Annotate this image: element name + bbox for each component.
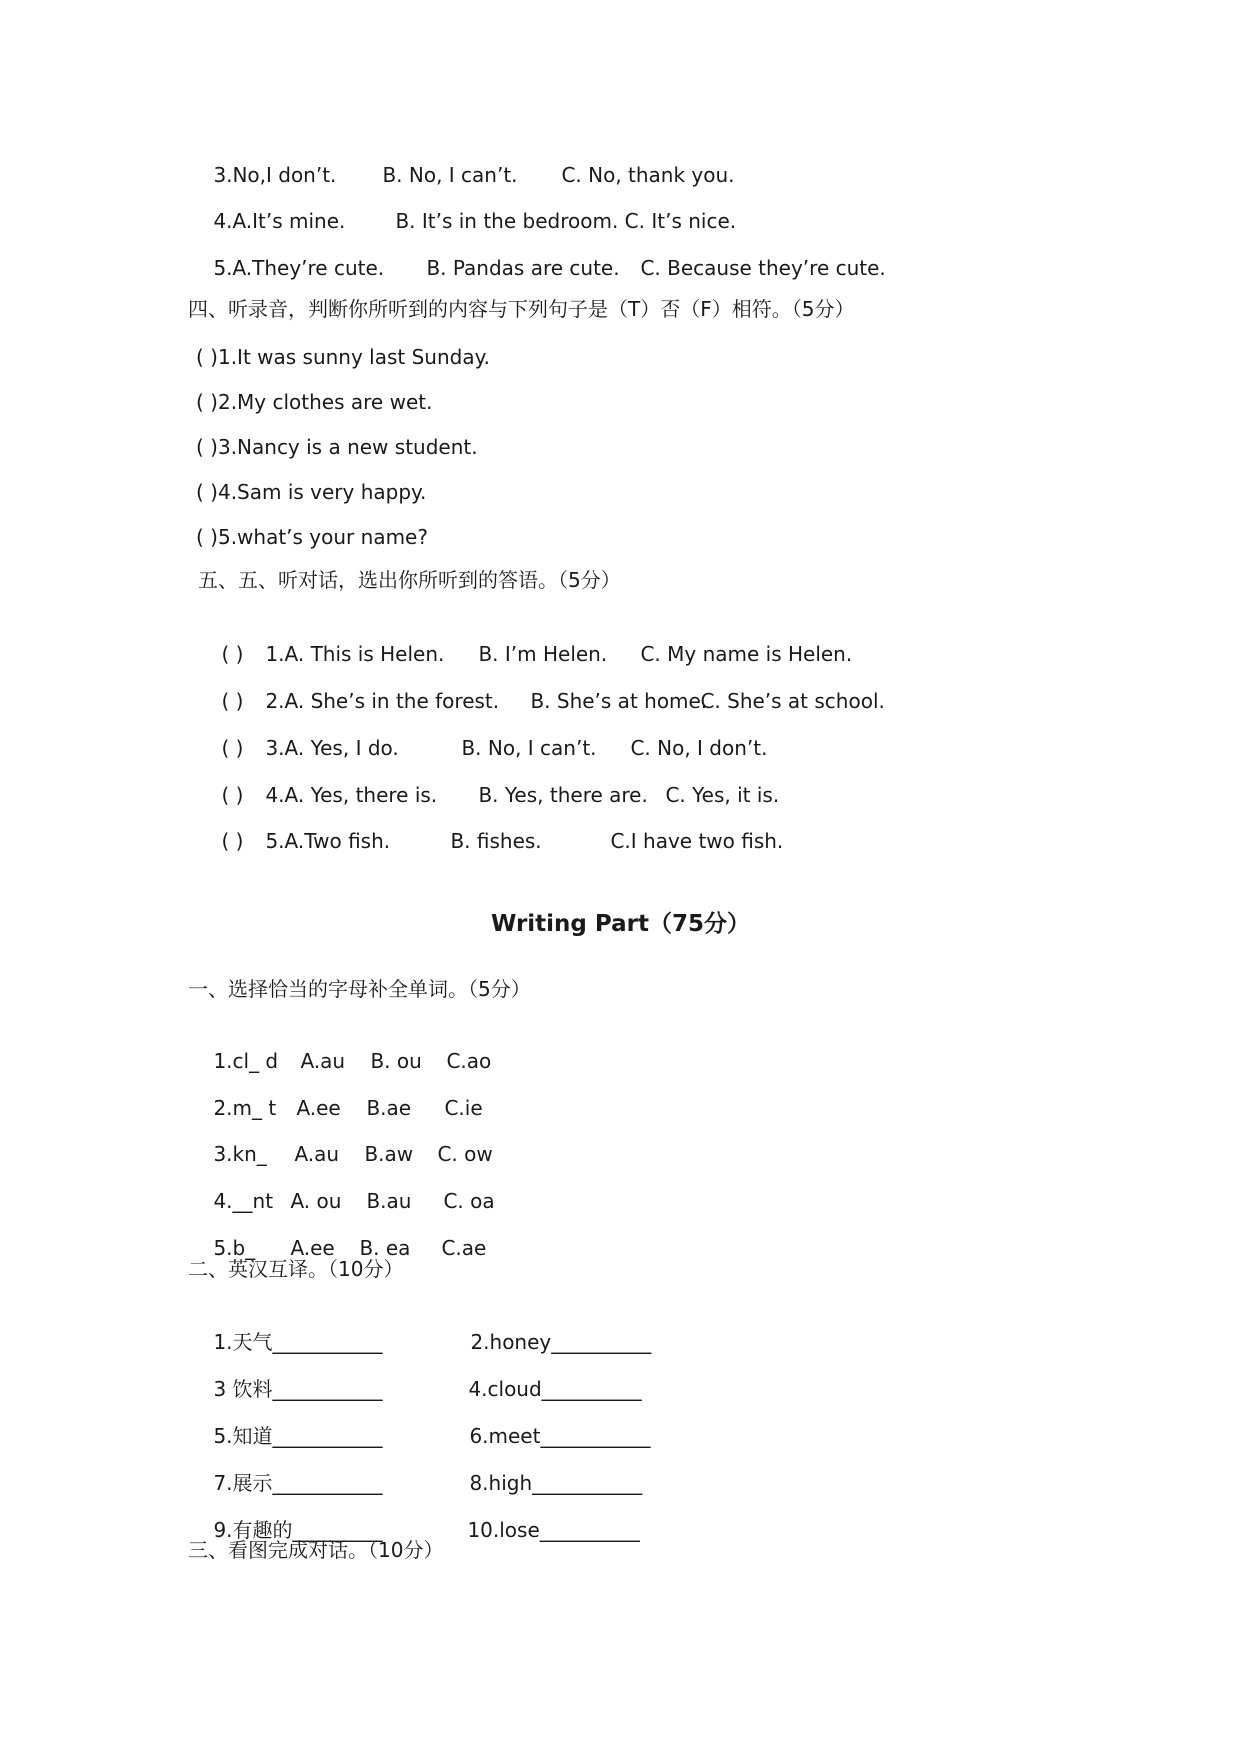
option-b: B. Pandas are cute. [426,256,620,280]
option-a: 2.A. She’s in the forest. [265,689,500,713]
option-a: A.au [294,1142,340,1166]
option-b: B. ea [359,1236,411,1260]
word-blank: 1.cl_ d [213,1049,279,1073]
option-a: A. ou [290,1189,342,1213]
section-4-item-4: ( )4.Sam is very happy. [196,480,427,504]
translation-blank: 9.有趣的_________ [213,1518,383,1542]
option-a: A.au [300,1049,346,1073]
option-a: 1.A. This is Helen. [265,642,445,666]
option-c: C.ae [441,1236,487,1260]
translation-blank: 4.cloud__________ [468,1377,642,1401]
item-number: 5. [213,256,233,280]
option-a: A.ee [296,1096,341,1120]
section-5-item-5 [196,802,783,880]
section-5-title: 五、五、听对话，选出你所听到的答语。（5分） [198,568,621,592]
word-blank: 2.m_ t [213,1096,277,1120]
option-a: A.It’s mine. [232,209,346,233]
option-c: C. oa [443,1189,495,1213]
translation-blank: 3 饮料___________ [213,1377,383,1401]
option-c: C.ao [446,1049,492,1073]
answer-paren: ( ) [221,689,244,713]
writing-3-title: 三、看图完成对话。（10分） [188,1538,444,1562]
translation-blank: 7.展示___________ [213,1471,383,1495]
translation-blank: 10.lose__________ [467,1518,640,1542]
option-a: A.They’re cute. [232,256,385,280]
option-c: C. My name is Helen. [640,642,853,666]
answer-paren: ( ) [221,642,244,666]
option-a: No,I don’t. [232,163,337,187]
answer-paren: ( ) [221,829,244,853]
option-a: 3.A. Yes, I do. [265,736,399,760]
option-b: B. ou [370,1049,422,1073]
option-a: 4.A. Yes, there is. [265,783,438,807]
option-c: C. Yes, it is. [665,783,780,807]
option-b: B. No, I can’t. [382,163,518,187]
option-c: C. No, thank you. [561,163,735,187]
option-b: B.aw [364,1142,414,1166]
option-b: B.au [366,1189,412,1213]
section-4-item-1: ( )1.It was sunny last Sunday. [196,345,490,369]
option-b: B.ae [366,1096,412,1120]
option-b: B. She’s at home. [530,689,708,713]
translation-blank: 5.知道___________ [213,1424,383,1448]
option-a: A.ee [290,1236,335,1260]
option-b: B. No, I can’t. [461,736,597,760]
word-blank: 5.b_ [213,1236,256,1260]
translation-blank: 6.meet___________ [469,1424,651,1448]
writing-2-title: 二、英汉互译。（10分） [188,1257,404,1281]
word-blank: 4.__nt [213,1189,274,1213]
option-c: C. It’s nice. [624,209,737,233]
option-b: B. Yes, there are. [478,783,648,807]
section-4-item-3: ( )3.Nancy is a new student. [196,435,478,459]
answer-paren: ( ) [221,783,244,807]
answer-paren: ( ) [221,736,244,760]
item-number: 4. [213,209,233,233]
translation-blank: 2.honey__________ [470,1330,652,1354]
option-c: C.I have two fish. [610,829,784,853]
option-c: C.ie [444,1096,483,1120]
option-c: C. No, I don’t. [630,736,768,760]
word-blank: 3.kn_ [213,1142,267,1166]
translation-blank: 8.high___________ [469,1471,643,1495]
option-c: C. Because they’re cute. [640,256,886,280]
option-b: B. fishes. [450,829,542,853]
option-b: B. I’m Helen. [478,642,608,666]
writing-part-title: Writing Part（75分） [490,911,751,937]
section-4-title: 四、听录音，判断你所听到的内容与下列句子是（T）否（F）相符。（5分） [188,297,855,321]
option-c: C. ow [437,1142,493,1166]
item-number: 3. [213,163,233,187]
option-c: C. She’s at school. [700,689,885,713]
translation-blank: 1.天气___________ [213,1330,383,1354]
section-4-item-5: ( )5.what’s your name? [196,525,428,549]
writing-1-title: 一、选择恰当的字母补全单词。（5分） [188,977,531,1001]
option-a: 5.A.Two fish. [265,829,391,853]
option-b: B. It’s in the bedroom. [395,209,619,233]
section-4-item-2: ( )2.My clothes are wet. [196,390,433,414]
